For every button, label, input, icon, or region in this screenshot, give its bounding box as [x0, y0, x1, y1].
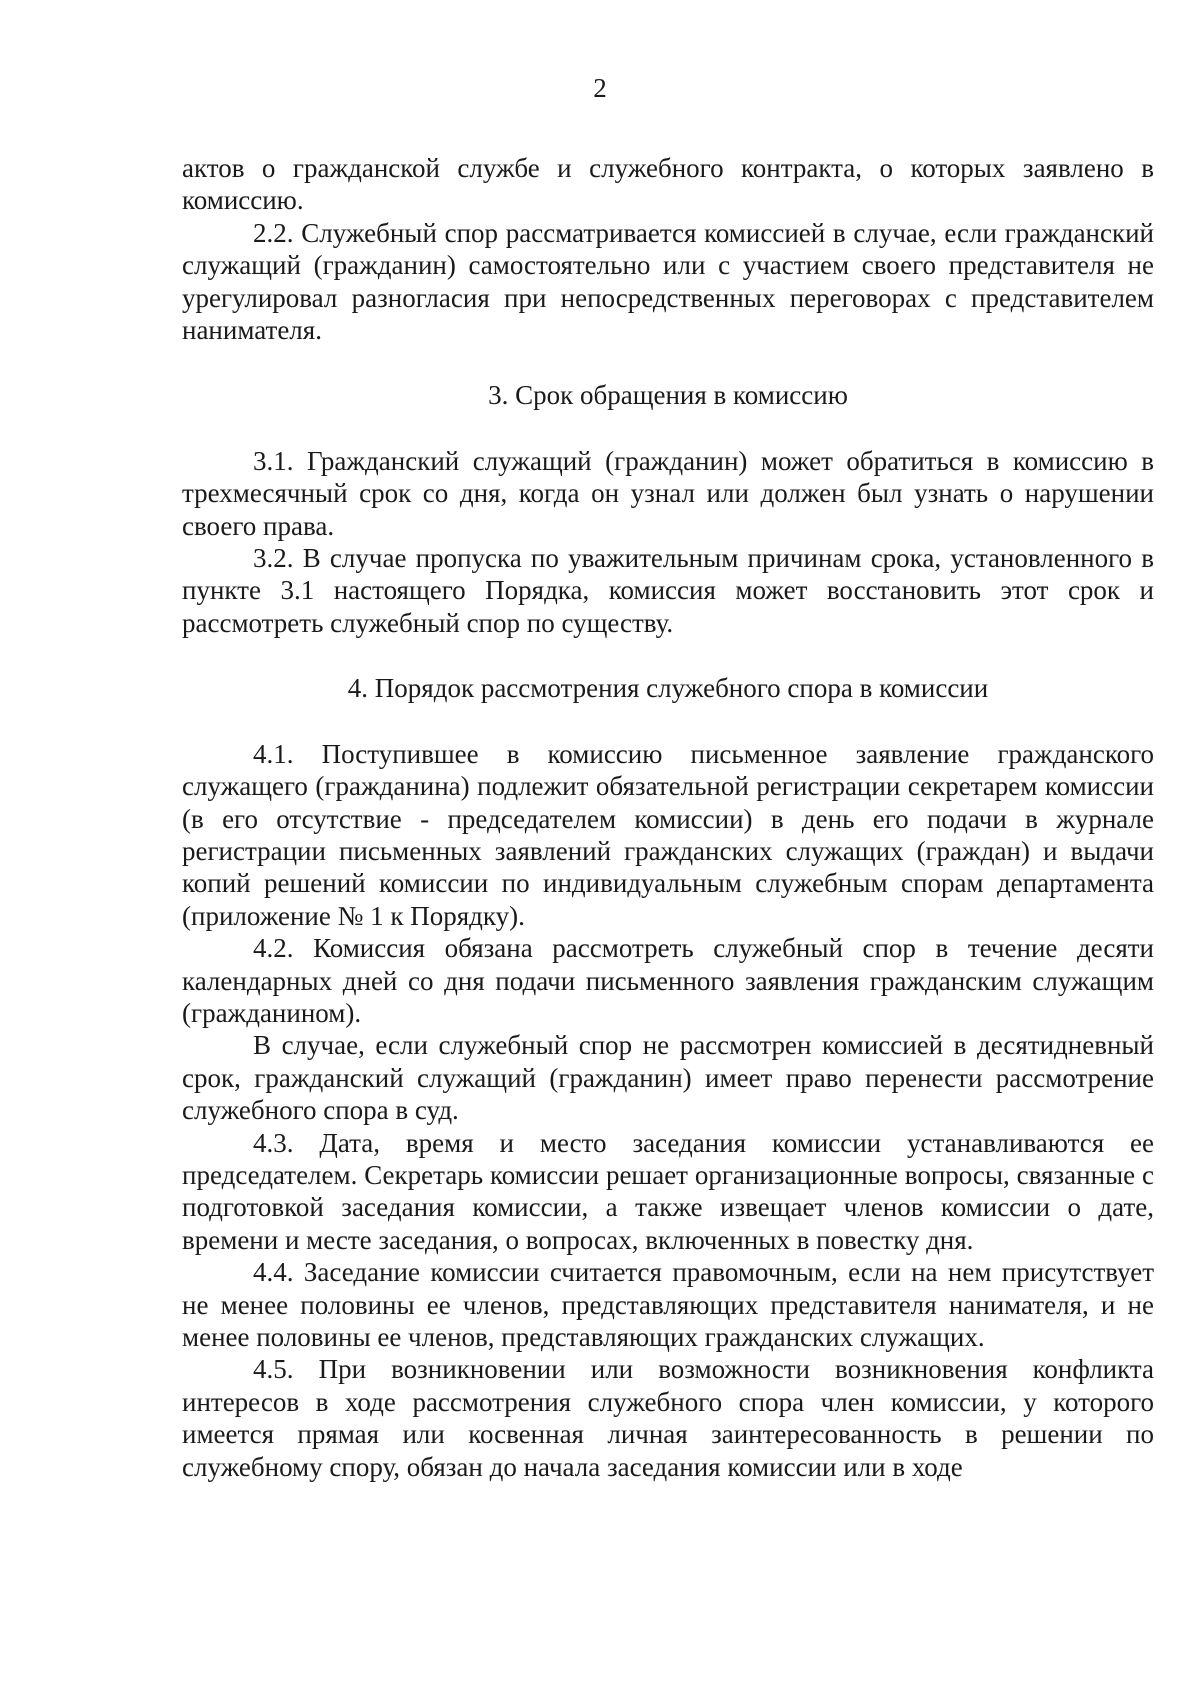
section-heading-4: 4. Порядок рассмотрения служебного спора в комиссии	[347, 673, 989, 704]
paragraph-3-1: 3.1. Гражданский служащий (гражданин) может обратиться в комиссию в трехмесячный срок со дня, когда он узнал или должен был узнать о нарушении своего права.	[182, 445, 1154, 541]
paragraph-4-2-continued: В случае, если служебный спор не рассмотрен комиссией в десятидневный срок, гражданский служащий (гражданин) имеет право перенести рассмотрение служебного спора в суд.	[182, 1030, 1154, 1126]
paragraph-continuation: актов о гражданской службе и служебного контракта, о которых заявлено в комиссию.	[182, 153, 1154, 216]
paragraph-4-1: 4.1. Поступившее в комиссию письменное заявление гражданского служащего (гражданина) подлежит обязательной регистрации секретарем комиссии (в его отсутствие - председателем комиссии) в день его подачи в журнале регистрации письменных заявлений гражданских служащих (граждан) и выдачи копий решений комиссии по индивидуальным служебным спорам департамента (приложение № 1 к Порядку).	[182, 738, 1154, 931]
section-heading-3: 3. Срок обращения в комиссию	[488, 380, 848, 411]
document-body	[182, 152, 1154, 1483]
paragraph-4-4: 4.4. Заседание комиссии считается правомочным, если на нем присутствует не менее половины ее членов, представляющих представителя нанимателя, и не менее половины ее членов, представляющих гражданских служащих.	[182, 1257, 1154, 1352]
paragraph-4-5: 4.5. При возникновении или возможности возникновения конфликта интересов в ходе рассмотрения служебного спора член комиссии, у которого имеется прямая или косвенная личная заинтересованность в решении по служебному спору, обязан до начала заседания комиссии или в ходе	[182, 1354, 1154, 1482]
paragraph-3-2: 3.2. В случае пропуска по уважительным причинам срока, установленного в пункте 3.1 настоящего Порядка, комиссия может восстановить этот срок и рассмотреть служебный спор по существу.	[182, 543, 1154, 638]
paragraph-2-2: 2.2. Служебный спор рассматривается комиссией в случае, если гражданский служащий (гражданин) самостоятельно или с участием своего представителя не урегулировал разногласия при непосредственных переговорах с представителем нанимателя.	[182, 217, 1154, 346]
paragraph-4-3: 4.3. Дата, время и место заседания комиссии устанавливаются ее председателем. Секретарь комиссии решает организационные вопросы, связанные с подготовкой заседания комиссии, а также извещает членов комиссии о дате, времени и месте заседания, о вопросах, включенных в повестку дня.	[182, 1127, 1154, 1255]
page-number: 2	[593, 73, 607, 103]
paragraph-4-2: 4.2. Комиссия обязана рассмотреть служебный спор в течение десяти календарных дней со дня подачи письменного заявления гражданским служащим (гражданином).	[182, 933, 1154, 1028]
